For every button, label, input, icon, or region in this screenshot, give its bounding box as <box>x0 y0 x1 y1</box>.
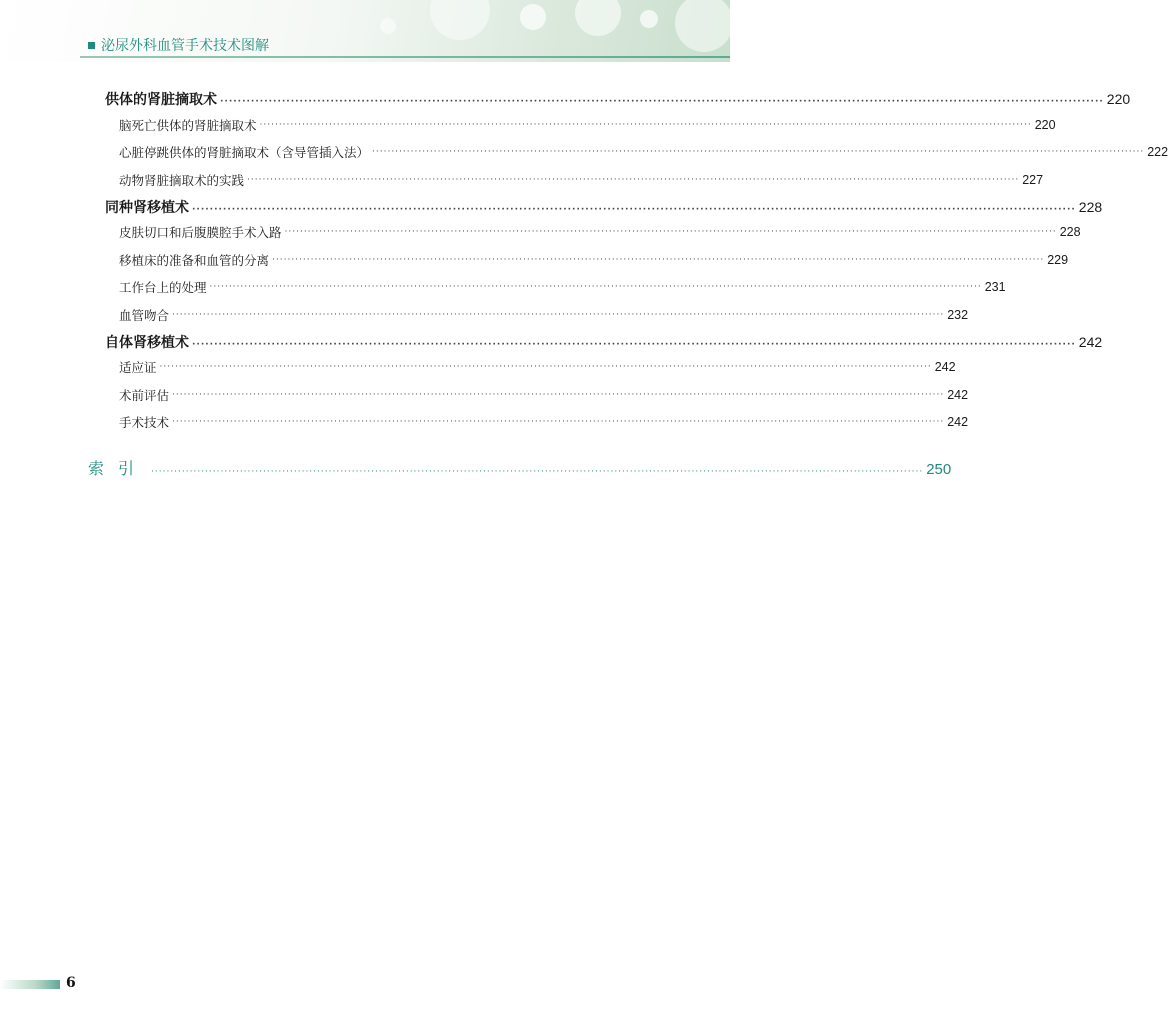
leader-dots: ········································································································································································································ <box>172 389 945 400</box>
toc-item[interactable] <box>97 166 1044 194</box>
toc-item-page: 242 <box>947 387 969 402</box>
index-title: 索引 <box>88 459 149 478</box>
leader-dots: ········································································································································································································ <box>151 467 924 477</box>
toc-item-title: 皮肤切口和后腹膜腔手术入路 <box>119 225 282 241</box>
toc-item-page: 231 <box>984 280 1006 295</box>
toc-item[interactable] <box>97 354 956 382</box>
toc-section[interactable] <box>97 89 1131 111</box>
leader-dots: ········································································································································································································ <box>192 204 1076 215</box>
toc-item-title: 心脏停跳供体的肾脏摘取术（含导管插入法） <box>119 145 370 161</box>
toc-item[interactable] <box>97 139 1168 167</box>
bokeh-light-decoration <box>520 4 546 30</box>
toc-item-page: 222 <box>1147 145 1168 160</box>
toc-item[interactable] <box>97 381 969 409</box>
toc-item-title: 工作台上的处理 <box>119 280 207 296</box>
toc-section-page: 228 <box>1078 198 1103 215</box>
leader-dots: ········································································································································································································ <box>259 119 1032 130</box>
toc-item[interactable] <box>97 219 1081 247</box>
toc-item-page: 227 <box>1022 172 1044 187</box>
toc-section-title: 供体的肾脏摘取术 <box>105 92 217 108</box>
toc-item[interactable] <box>97 111 1056 139</box>
toc-item[interactable] <box>97 301 969 329</box>
toc-section[interactable] <box>97 332 1103 354</box>
leader-dots: ········································································································································································································ <box>172 309 945 320</box>
bokeh-light-decoration <box>675 0 733 52</box>
toc-section[interactable] <box>97 197 1103 219</box>
leader-dots: ········································································································································································································ <box>247 174 1020 185</box>
toc-index-entry[interactable] <box>88 456 952 478</box>
bokeh-light-decoration <box>430 0 490 40</box>
toc-section-page: 242 <box>1078 333 1103 350</box>
toc-item-title: 术前评估 <box>119 387 170 403</box>
toc-section-title: 自体肾移植术 <box>105 334 189 351</box>
toc-item-page: 242 <box>934 360 956 375</box>
book-title-text: 泌尿外科血管手术技术图解 <box>101 38 269 54</box>
leader-dots: ········································································································································································································ <box>172 417 945 428</box>
toc-item-title: 手术技术 <box>119 415 170 431</box>
bokeh-light-decoration <box>640 10 658 28</box>
leader-dots: ········································································································································································································ <box>220 97 1104 107</box>
toc-item-title: 移植床的准备和血管的分离 <box>119 252 270 268</box>
toc-item-page: 228 <box>1059 225 1081 240</box>
toc-item[interactable] <box>97 274 1006 302</box>
index-page: 250 <box>926 461 952 478</box>
toc-item-title: 血管吻合 <box>119 307 170 323</box>
leader-dots: ········································································································································································································ <box>272 254 1045 265</box>
page-header <box>0 0 730 62</box>
toc-item[interactable] <box>97 409 969 437</box>
leader-dots: ········································································································································································································ <box>372 147 1145 158</box>
toc-item-title: 动物肾脏摘取术的实践 <box>119 172 245 188</box>
book-title <box>88 35 269 55</box>
bokeh-light-decoration <box>575 0 621 36</box>
table-of-contents <box>97 86 1168 436</box>
toc-item-page: 242 <box>947 415 969 430</box>
toc-section-title: 同种肾移植术 <box>105 199 189 216</box>
footer-accent-bar <box>0 980 60 989</box>
bokeh-light-decoration <box>380 18 396 34</box>
toc-item-title: 适应证 <box>119 360 157 376</box>
leader-dots: ········································································································································································································ <box>284 227 1057 238</box>
leader-dots: ········································································································································································································ <box>192 339 1076 350</box>
toc-item[interactable] <box>97 246 1069 274</box>
toc-item-page: 220 <box>1034 117 1056 132</box>
toc-item-title: 脑死亡供体的肾脏摘取术 <box>119 117 257 133</box>
toc-item-page: 229 <box>1047 252 1069 267</box>
page-number: 6 <box>66 975 76 991</box>
toc-section-page: 220 <box>1106 91 1131 107</box>
leader-dots: ········································································································································································································ <box>159 362 932 373</box>
toc-item-page: 232 <box>947 307 969 322</box>
leader-dots: ········································································································································································································ <box>209 282 982 293</box>
header-rule <box>80 56 730 58</box>
square-bullet-icon <box>88 42 95 49</box>
